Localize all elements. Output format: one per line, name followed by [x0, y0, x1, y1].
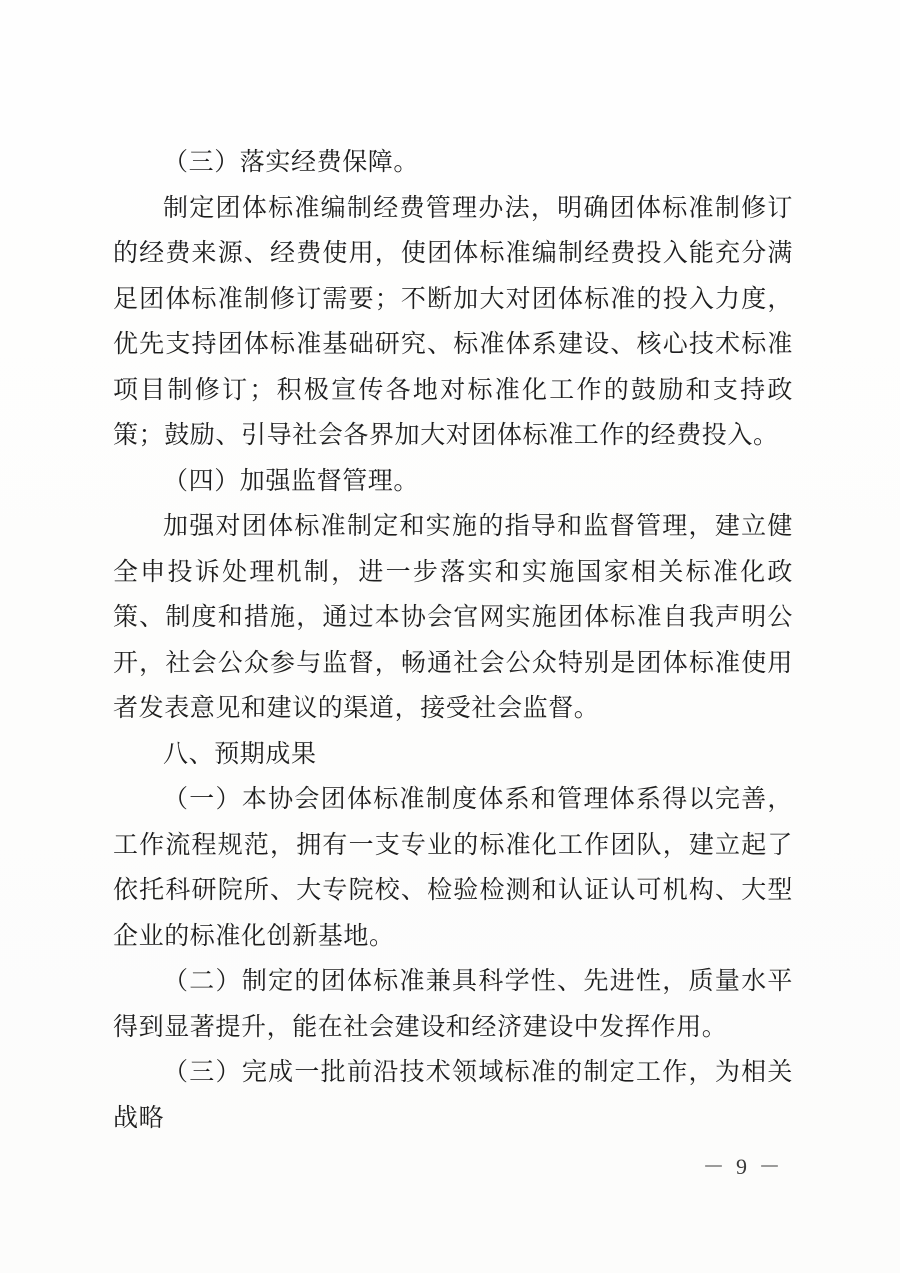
- section-heading-expected-results: 八、预期成果: [163, 739, 317, 768]
- paragraph-result-3: （三）完成一批前沿技术领域标准的制定工作，为相关战略: [113, 1059, 793, 1132]
- section-heading-supervision: （四）加强监督管理。: [163, 467, 420, 495]
- paragraph-result-2: （二）制定的团体标准兼具科学性、先进性，质量水平得到显著提升，能在社会建设和经济建设中发挥作用。: [113, 968, 793, 1041]
- paragraph-result-1: （一）本协会团体标准制度体系和管理体系得以完善，工作流程规范，拥有一支专业的标准化工作团队，建立起了依托科研院所、大专院校、检验检测和认证认可机构、大型企业的标准化创新基地。: [113, 786, 793, 950]
- document-content: [113, 140, 793, 1141]
- page-number: － 9 －: [702, 1154, 784, 1179]
- section-heading-funding: （三）落实经费保障。: [163, 149, 420, 176]
- paragraph-supervision: 加强对团体标准制定和实施的指导和监督管理，建立健全申投诉处理机制，进一步落实和实施国家相关标准化政策、制度和措施，通过本协会官网实施团体标准自我声明公开，社会公众参与监督，畅通社会公众特别是团体标准使用者发表意见和建议的渠道，接受社会监督。: [113, 513, 793, 722]
- paragraph-funding: 制定团体标准编制经费管理办法，明确团体标准制修订的经费来源、经费使用，使团体标准编制经费投入能充分满足团体标准制修订需要；不断加大对团体标准的投入力度，优先支持团体标准基础研究、标准体系建设、核心技术标准项目制修订；积极宣传各地对标准化工作的鼓励和支持政策；鼓励、引导社会各界加大对团体标准工作的经费投入。: [113, 194, 793, 449]
